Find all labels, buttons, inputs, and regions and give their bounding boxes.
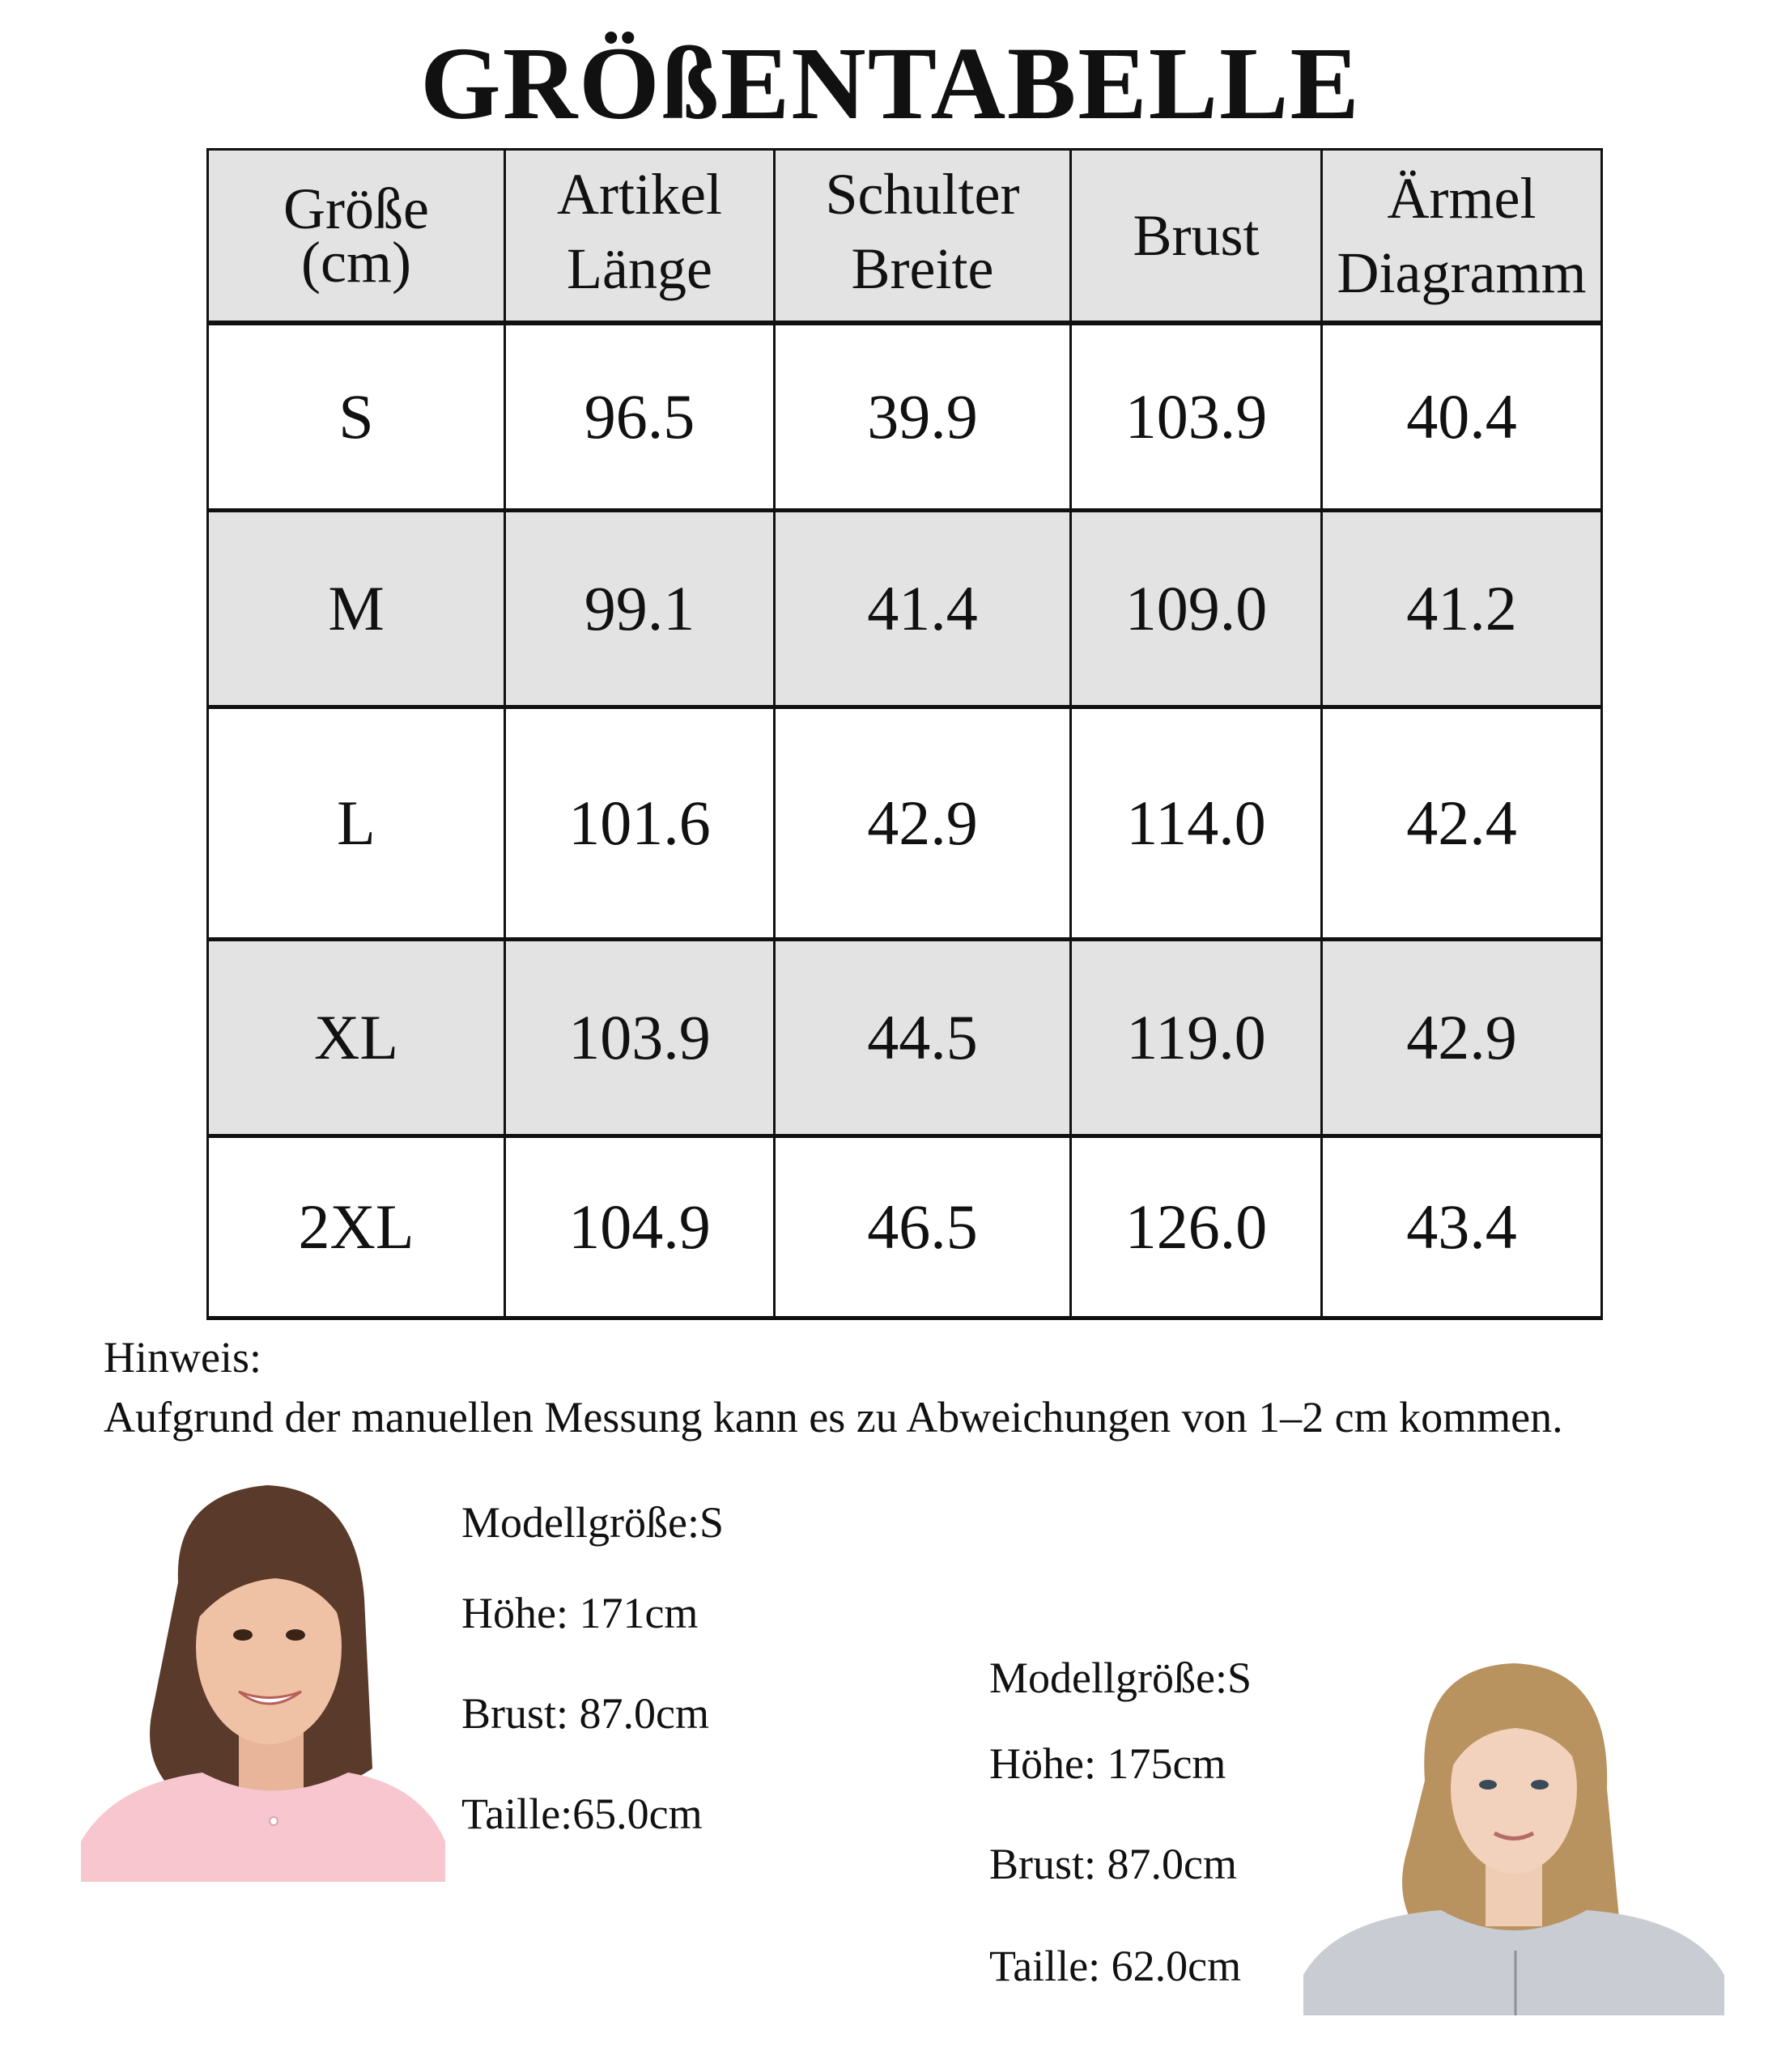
header-brust [1071, 150, 1322, 324]
cell-artikel-laenge: 101.6 [505, 707, 775, 940]
model-photo-1 [81, 1461, 445, 1882]
table-row [208, 511, 1602, 707]
header-brust-line1: Brust [1133, 203, 1260, 268]
cell-aermel: 43.4 [1322, 1136, 1602, 1318]
header-aermel-line1: Ärmel [1387, 166, 1537, 231]
header-groesse-line1: Größe [283, 176, 429, 241]
table-row [208, 940, 1602, 1136]
header-schulter-breite [775, 150, 1071, 324]
cell-size: L [208, 707, 505, 940]
cell-schulter-breite: 42.9 [775, 707, 1071, 940]
model-2-waist: Taille: 62.0cm [989, 1942, 1242, 1990]
header-artikel-laenge [505, 150, 775, 324]
cell-aermel: 40.4 [1322, 323, 1602, 511]
cell-schulter-breite: 46.5 [775, 1136, 1071, 1318]
note-text: Aufgrund der manuellen Messung kann es zu Abweichungen von 1–2 cm kommen. [104, 1393, 1563, 1441]
cell-aermel: 42.9 [1322, 940, 1602, 1136]
table-header-row [208, 150, 1602, 324]
header-aermel-diagramm [1322, 150, 1602, 324]
model-1-portrait-icon [81, 1461, 445, 1882]
model-2-height: Höhe: 175cm [989, 1739, 1226, 1788]
size-table [206, 148, 1603, 1320]
model-2-size: Modellgröße:S [989, 1654, 1252, 1702]
cell-brust: 114.0 [1071, 707, 1322, 940]
model-info-1 [461, 1497, 947, 1845]
model-2-bust: Brust: 87.0cm [989, 1840, 1237, 1888]
cell-size: XL [208, 940, 505, 1136]
model-1-waist: Taille:65.0cm [461, 1790, 703, 1838]
note-label: Hinweis: [104, 1333, 261, 1382]
header-schulter-line2: Breite [851, 236, 994, 301]
cell-brust: 126.0 [1071, 1136, 1322, 1318]
cell-aermel: 42.4 [1322, 707, 1602, 940]
table-row [208, 707, 1602, 940]
cell-artikel-laenge: 104.9 [505, 1136, 775, 1318]
cell-artikel-laenge: 103.9 [505, 940, 775, 1136]
measurement-note [104, 1327, 1563, 1447]
model-1-height: Höhe: 171cm [461, 1589, 699, 1637]
cell-size: M [208, 511, 505, 707]
cell-artikel-laenge: 96.5 [505, 323, 775, 511]
cell-brust: 109.0 [1071, 511, 1322, 707]
header-schulter-line1: Schulter [825, 162, 1020, 227]
table-row [208, 323, 1602, 511]
cell-size: S [208, 323, 505, 511]
cell-schulter-breite: 39.9 [775, 323, 1071, 511]
cell-schulter-breite: 41.4 [775, 511, 1071, 707]
cell-aermel: 41.2 [1322, 511, 1602, 707]
header-artikel-line2: Länge [567, 236, 712, 301]
cell-brust: 119.0 [1071, 940, 1322, 1136]
cell-schulter-breite: 44.5 [775, 940, 1071, 1136]
cell-size: 2XL [208, 1136, 505, 1318]
model-1-bust: Brust: 87.0cm [461, 1689, 709, 1738]
model-2-portrait-icon [1303, 1651, 1724, 2015]
header-groesse-line2: (cm) [301, 230, 411, 295]
page-title: GRÖßENTABELLE [420, 26, 1361, 141]
table-row [208, 1136, 1602, 1318]
cell-brust: 103.9 [1071, 323, 1322, 511]
header-aermel-line2: Diagramm [1337, 240, 1587, 305]
model-1-size: Modellgröße:S [461, 1498, 724, 1547]
header-artikel-line1: Artikel [557, 162, 722, 227]
cell-artikel-laenge: 99.1 [505, 511, 775, 707]
model-photo-2 [1303, 1651, 1724, 2015]
header-groesse [208, 150, 505, 324]
